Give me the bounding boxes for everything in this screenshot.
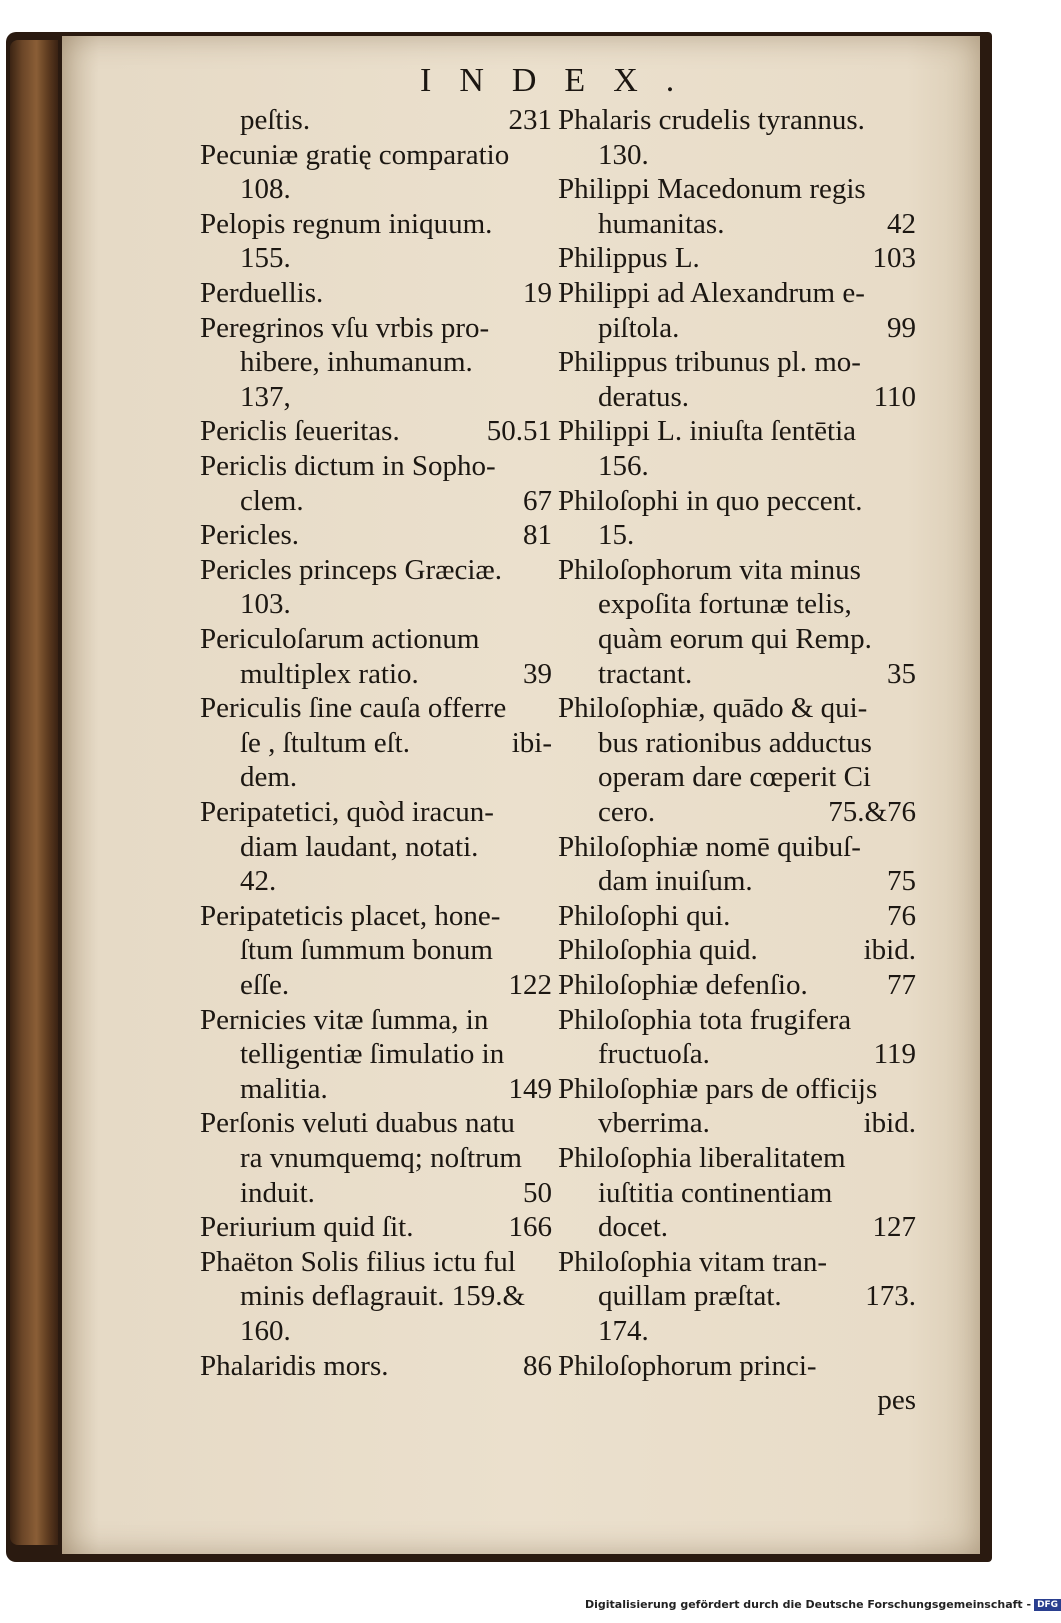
entry-text: Periculoſarum actionum [200,623,480,655]
page-number: 231 [508,104,552,136]
index-entry [200,586,552,622]
entry-text: Philoſophiæ nomē quibuſ- [558,830,861,863]
entry-text: 103. [240,588,291,621]
index-entry [200,621,552,657]
index-entry [558,1313,916,1349]
entry-text: Philoſophiæ defenſio. [558,969,808,1001]
index-entry [558,1036,916,1072]
entry-text: Periurium quid ſit. [200,1211,414,1244]
entry-text: 15. [598,519,635,552]
index-entry [558,1002,916,1038]
index-entry [558,137,916,173]
index-entry [558,1140,916,1176]
entry-text: quàm eorum qui Remp. [598,623,872,655]
entry-text: operam dare cœperit Ci [598,761,871,794]
entry-text: Pericles. [200,519,300,552]
page-number: 75 [887,865,916,898]
entry-text: Philippi ad Alexandrum e- [558,277,865,309]
entry-text: 130. [598,138,649,171]
entry-text: Periclis dictum in Sopho- [200,450,496,482]
entry-text: Philippi L. iniuſta ſentētia [558,415,857,448]
index-entry [200,656,552,692]
index-entry [558,690,916,726]
index-entry [558,967,916,1003]
index-entry [200,483,552,519]
index-entry [200,1244,552,1280]
index-entry [200,794,552,830]
index-entry [200,310,552,346]
page-number: 110 [873,380,916,413]
entry-text: bus rationibus adductus [598,726,872,759]
index-entry [558,1244,916,1280]
index-entry [200,898,552,934]
index-entry [558,448,916,484]
page-number: 35 [887,657,916,690]
index-entry [558,240,916,276]
entry-text: pes [877,1384,916,1417]
page-number: 77 [887,969,916,1001]
index-entry [200,967,552,1003]
entry-text: docet. [598,1211,669,1244]
index-entry [558,1209,916,1245]
index-entry [558,1175,916,1211]
index-entry [558,275,916,311]
entry-text: Pernicies vitæ ſumma, in [200,1003,489,1036]
index-entry [200,171,552,207]
page-number: 103 [872,242,916,275]
entry-text: multiplex ratio. [240,657,419,690]
entry-text: malitia. [240,1072,328,1105]
page-number: 149 [508,1072,552,1105]
page-number: 75.&76 [828,796,916,828]
index-entry [558,1071,916,1107]
entry-text: iuſtitia continentiam [598,1176,833,1209]
index-entry [558,171,916,207]
entry-text: Phaëton Solis filius ictu ful [200,1245,516,1278]
index-entry [200,1105,552,1141]
index-entry [558,102,916,138]
entry-text: Pecuniæ gratię comparatio [200,138,510,171]
index-entry [200,1348,552,1384]
index-entry [200,1278,552,1314]
page-number: ibid. [863,934,916,967]
entry-text: Philippi Macedonum regis [558,173,866,206]
entry-text: Philoſophia quid. [558,934,758,967]
index-entry [200,275,552,311]
page-number: 50 [523,1176,552,1209]
entry-text: tractant. [598,657,693,690]
index-entry [200,829,552,865]
page-number: 39 [523,657,552,690]
index-entry [558,413,916,449]
entry-text: Philoſophi qui. [558,899,731,932]
entry-text: eſſe. [240,969,290,1001]
entry-text: 156. [598,450,649,482]
index-entry [558,586,916,622]
entry-text: Philoſophia vitam tran- [558,1245,828,1278]
page-number: 122 [508,969,552,1001]
index-entry [200,206,552,242]
page-number: 127 [872,1211,916,1244]
entry-text: Perduellis. [200,277,324,309]
entry-text: Phalaris crudelis tyrannus. [558,104,865,136]
index-entry [200,1002,552,1038]
entry-text: humanitas. [598,207,725,240]
entry-text: Phalaridis mors. [200,1349,389,1382]
index-entry [200,137,552,173]
entry-text: Philoſophorum vita minus [558,553,861,586]
entry-text: Pelopis regnum iniquum. [200,207,493,240]
index-entry [877,1382,916,1418]
entry-text: Periclis ſeueritas. [200,415,400,448]
entry-text: fructuoſa. [598,1038,710,1071]
index-entry [558,759,916,795]
page-number: 42 [887,207,916,240]
entry-text: Philoſophi in quo peccent. [558,484,863,517]
index-entry [200,759,552,795]
index-entry [558,621,916,657]
entry-text: quillam præſtat. [598,1280,782,1313]
index-entry [200,344,552,380]
index-entry [558,656,916,692]
index-entry [558,794,916,830]
entry-text: Peregrinos vſu vrbis pro- [200,311,490,344]
entry-text: induit. [240,1176,315,1209]
entry-text: Pericles princeps Græciæ. [200,553,503,586]
index-entry [558,310,916,346]
page-number: 76 [887,899,916,932]
entry-text: ſtum ſummum bonum [240,934,493,967]
index-entry [200,517,552,553]
index-entry [200,932,552,968]
index-entry [200,1175,552,1211]
entry-text: diam laudant, notati. [240,830,479,863]
index-entry [200,1140,552,1176]
index-entry [558,829,916,865]
entry-text: Philoſophiæ, quādo & qui- [558,692,868,725]
footer-credit [585,1598,1059,1611]
index-entry [200,1313,552,1349]
entry-text: expoſita fortunæ telis, [598,588,852,621]
page-number: 166 [508,1211,552,1244]
entry-text: ſe , ſtultum eſt. [240,726,410,759]
page-number: 81 [523,519,552,552]
index-entry [558,379,916,415]
index-entry [558,932,916,968]
page-edges [10,40,58,1545]
entry-text: 174. [598,1315,649,1347]
entry-text: 42. [240,865,277,898]
entry-text: deratus. [598,380,689,413]
index-entry [200,379,552,415]
index-entry [558,1278,916,1314]
index-entry [200,863,552,899]
index-entry [558,483,916,519]
index-entry [200,240,552,276]
index-entry [200,1036,552,1072]
entry-text: telligentiæ ſimulatio in [240,1038,505,1071]
entry-text: Peripatetici, quòd iracun- [200,796,494,828]
index-entry [558,517,916,553]
entry-text: hibere, inhumanum. [240,346,473,379]
index-entry [200,552,552,588]
footer-text: Digitalisierung gefördert durch die Deutsche Forschungsgemeinschaft - [585,1598,1032,1611]
entry-text: ra vnumquemq; noſtrum [240,1142,522,1174]
index-entry [200,690,552,726]
page-number: 173. [865,1280,916,1313]
index-entry [558,206,916,242]
index-entry [558,1348,916,1384]
entry-text: 160. [240,1315,291,1347]
page-header: INDEX. [420,62,703,99]
page-number: ibid. [863,1107,916,1140]
entry-text: Perſonis veluti duabus natu [200,1107,515,1140]
index-entry [558,863,916,899]
entry-text: minis deflagrauit. 159.& [240,1280,526,1313]
entry-text: Philoſophia liberalitatem [558,1142,846,1174]
index-entry [558,725,916,761]
entry-text: clem. [240,484,304,517]
page-number: 99 [887,311,916,344]
entry-text: piſtola. [598,311,680,344]
entry-text: Philippus tribunus pl. mo- [558,346,861,379]
entry-text: Periculis ſine cauſa offerre [200,692,507,725]
page-number: 67 [523,484,552,517]
index-entry [200,1071,552,1107]
page-number: ibi- [511,726,552,759]
index-entry [200,102,552,138]
entry-text: peſtis. [240,104,311,136]
index-entry [200,413,552,449]
entry-text: cero. [598,796,656,828]
page-number: 119 [873,1038,916,1071]
entry-text: 108. [240,173,291,206]
index-entry [558,1105,916,1141]
index-entry [200,725,552,761]
entry-text: 155. [240,242,291,275]
index-entry [200,448,552,484]
entry-text: Philippus L. [558,242,700,275]
dfg-logo: DFG [1034,1599,1061,1611]
index-entry [558,344,916,380]
entry-text: Philoſophia tota frugifera [558,1003,852,1036]
page-number: 19 [523,277,552,309]
entry-text: Philoſophiæ pars de officijs [558,1072,878,1105]
page-number: 50.51 [486,415,552,448]
entry-text: Peripateticis placet, hone- [200,899,501,932]
index-entry [200,1209,552,1245]
page-number: 86 [523,1349,552,1382]
entry-text: dam inuiſum. [598,865,753,898]
index-entry [558,552,916,588]
entry-text: vberrima. [598,1107,710,1140]
entry-text: dem. [240,761,298,794]
index-entry [558,898,916,934]
entry-text: Philoſophorum princi- [558,1349,817,1382]
entry-text: 137, [240,380,291,413]
